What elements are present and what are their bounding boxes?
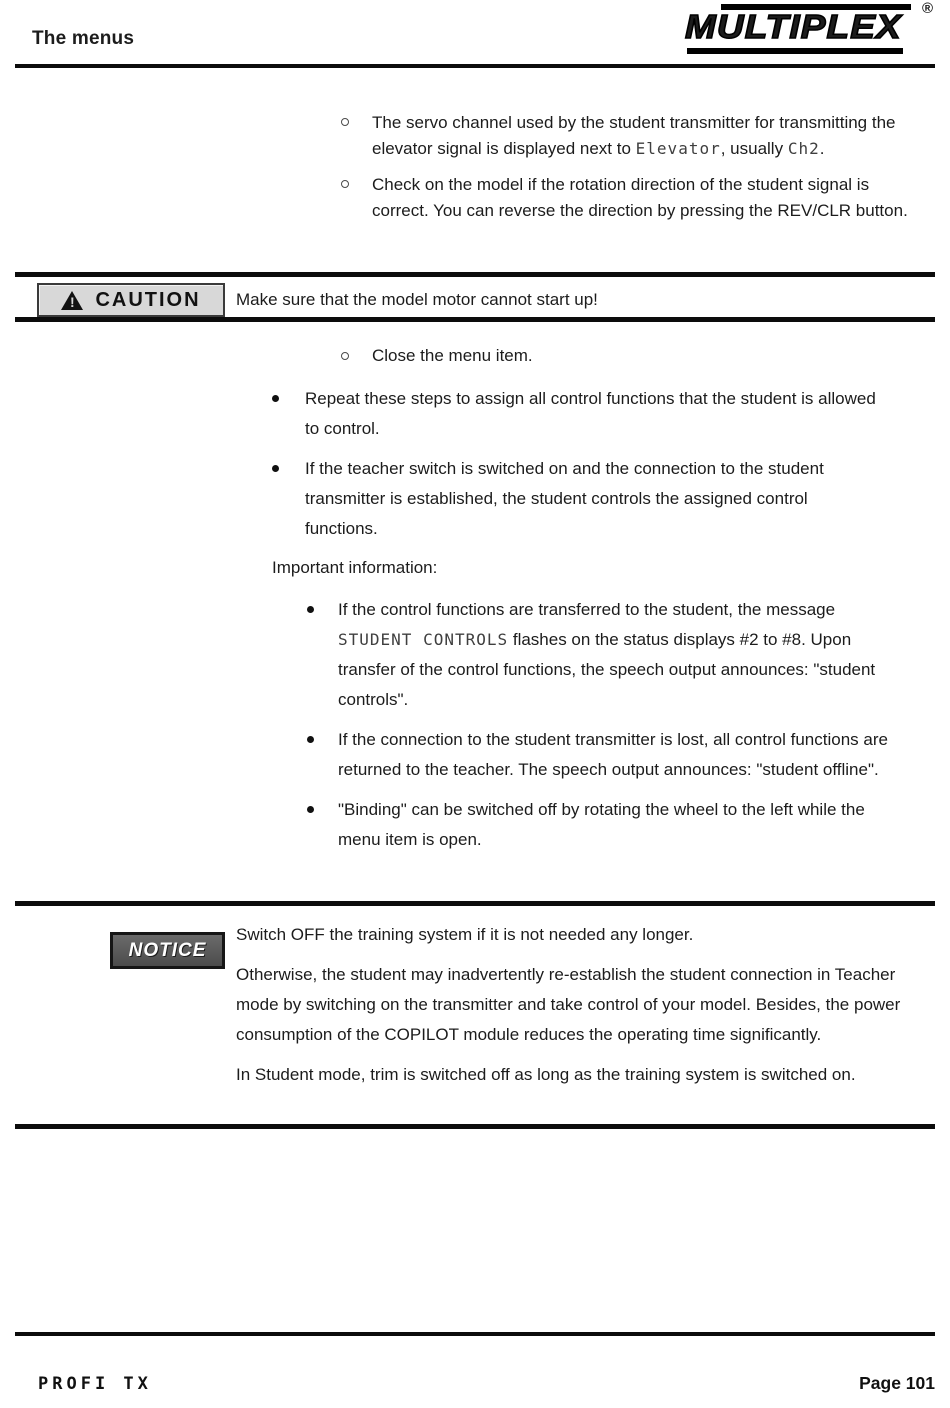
header-rule [15,64,935,68]
footer-rule [15,1332,935,1336]
caution-bottom-rule [15,317,935,322]
notice-label: NOTICE [128,939,207,961]
notice-top-rule [15,901,935,906]
notice-paragraph: Otherwise, the student may inadvertently re-establish the student connection in Teacher mode by switching on the transmitter and take control of your model. Besides, the power consumption of the COPILOT module reduces the operating time significantly. [236,965,901,1044]
notice-badge [110,932,225,969]
caution-badge [37,283,225,317]
list-item [372,343,920,369]
caution-text: Make sure that the model motor cannot start up! [236,290,598,309]
logo-bottom-bar [687,48,903,54]
warning-triangle-icon [61,291,83,310]
circle-bullet [341,180,349,188]
list-item-text: The servo channel used by the student transmitter for transmitting the elevator signal is displayed next to Elevator, usually Ch2. [372,113,896,158]
list-item [305,384,880,444]
circle-bullet [341,118,349,126]
notice-text-block [236,920,921,1100]
disc-bullet [272,465,279,472]
circle-bullet-list-close [372,343,920,379]
list-item-text: Close the menu item. [372,346,533,365]
list-item-text: If the control functions are transferred to the student, the message STUDENT CONTROLS flashes on the status displays #2 to #8. Upon transfer of the control functions, the speech output announces: "student controls". [338,600,876,709]
disc-bullet [307,806,314,813]
list-item [372,172,920,224]
logo-wordmark: MULTIPLEX [685,8,902,45]
disc-bullet [307,606,314,613]
caution-label: CAUTION [95,288,201,311]
footer-brand: PROFI TX [38,1374,152,1394]
list-item [338,595,910,715]
list-item-text: "Binding" can be switched off by rotating the wheel to the left while the menu item is open. [338,800,865,849]
important-information-heading: Important information: [272,558,438,577]
caution-top-rule [15,272,935,277]
list-item [305,454,880,544]
disc-bullet [307,736,314,743]
notice-paragraph: Switch OFF the training system if it is not needed any longer. [236,925,694,944]
list-item-text: Repeat these steps to assign all control functions that the student is allowed to control. [305,389,876,438]
circle-bullet [341,352,349,360]
list-item [338,725,910,785]
list-item [338,795,910,855]
footer-page-number: Page 101 [859,1373,935,1393]
list-item [372,110,920,162]
list-item-text: If the teacher switch is switched on and the connection to the student transmitter is established, the student controls the assigned control functions. [305,459,824,538]
disc-bullet-list-important [338,595,910,865]
circle-bullet-list-top [372,110,920,234]
page-title: The menus [32,28,135,49]
multiplex-logo [685,0,935,56]
disc-bullet [272,395,279,402]
notice-bottom-rule [15,1124,935,1129]
registered-trademark-icon: ® [921,0,933,17]
list-item-text: If the connection to the student transmitter is lost, all control functions are returned to the teacher. The speech output announces: "student offline". [338,730,888,779]
list-item-text: Check on the model if the rotation direction of the student signal is correct. You can reverse the direction by pressing the REV/CLR button. [372,175,908,220]
disc-bullet-list-main [305,384,880,554]
notice-paragraph: In Student mode, trim is switched off as long as the training system is switched on. [236,1065,856,1084]
